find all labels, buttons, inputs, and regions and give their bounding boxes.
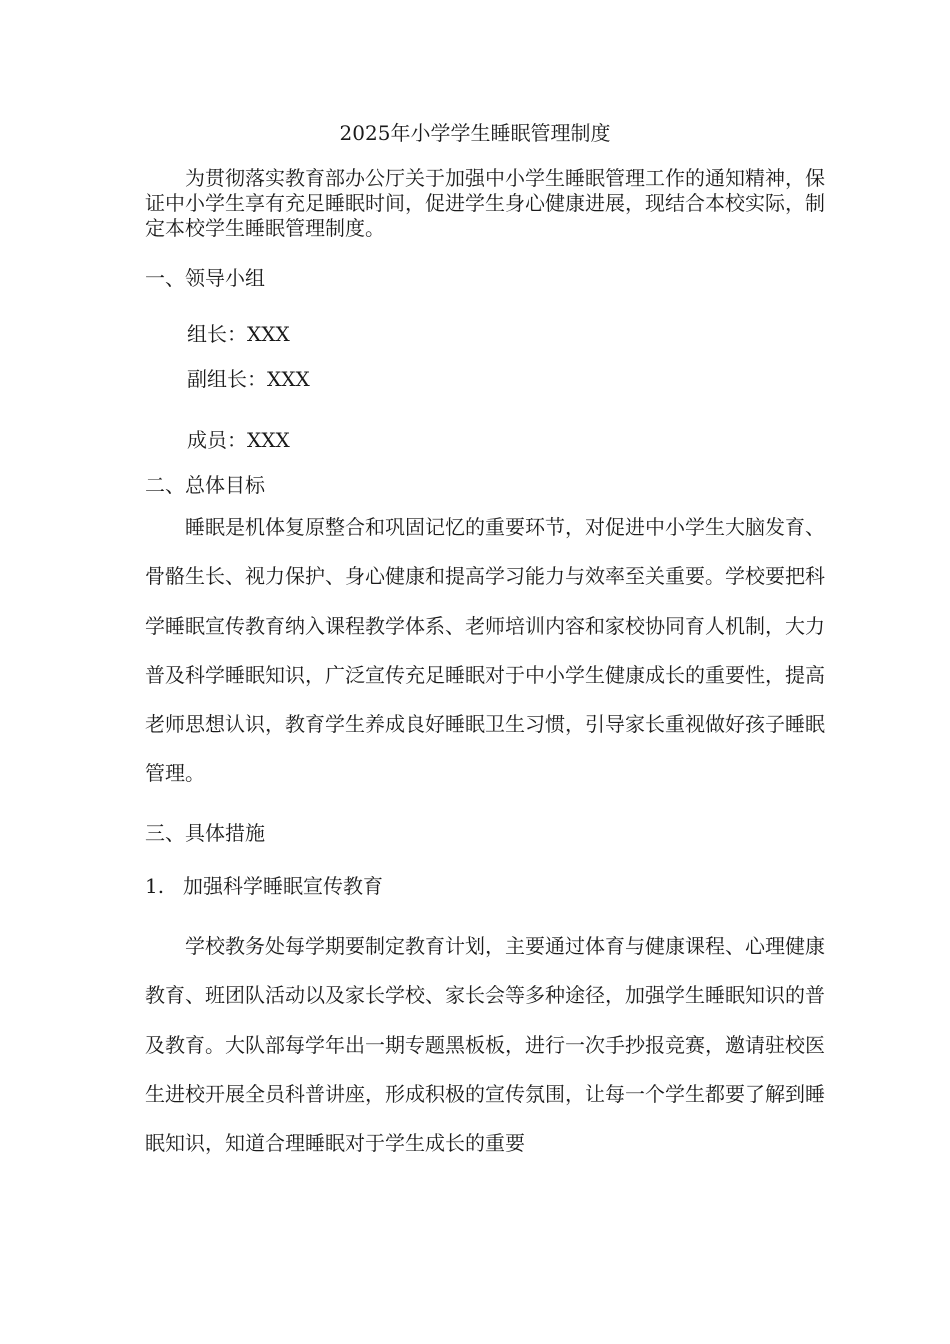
leader-line: 组长：XXX [187, 322, 290, 346]
intro-paragraph: 为贯彻落实教育部办公厅关于加强中小学生睡眠管理工作的通知精神，保证中小学生享有充足睡眠时间，促进学生身心健康进展，现结合本校实际，制定本校学生睡眠管理制度。 [145, 166, 825, 240]
section-heading-leadership: 一、领导小组 [145, 266, 265, 290]
members-line: 成员：XXX [187, 428, 290, 452]
document-title: 2025年小学学生睡眠管理制度 [339, 121, 611, 145]
section-heading-measures: 三、具体措施 [145, 821, 265, 845]
section-heading-goals: 二、总体目标 [145, 473, 265, 497]
measure-item-1-number: 1. [145, 874, 165, 898]
goals-paragraph: 睡眠是机体复原整合和巩固记忆的重要环节，对促进中小学生大脑发育、骨骼生长、视力保护、身心健康和提高学习能力与效率至关重要。学校要把科学睡眠宣传教育纳入课程教学体系、老师培训内容和家校协同育人机制，大力普及科学睡眠知识，广泛宣传充足睡眠对于中小学生健康成长的重要性，提高老师思想认识，教育学生养成良好睡眠卫生习惯，引导家长重视做好孩子睡眠管理。 [145, 515, 825, 786]
deputy-leader-line: 副组长：XXX [187, 367, 310, 391]
measure-item-1-title: 加强科学睡眠宣传教育 [183, 874, 383, 898]
measure-item-1-heading [145, 870, 383, 899]
measure-item-1-paragraph: 学校教务处每学期要制定教育计划，主要通过体育与健康课程、心理健康教育、班团队活动以及家长学校、家长会等多种途径，加强学生睡眠知识的普及教育。大队部每学年出一期专题黑板板，进行一次手抄报竞赛，邀请驻校医生进校开展全员科普讲座，形成积极的宣传氛围，让每一个学生都要了解到睡眠知识，知道合理睡眠对于学生成长的重要 [145, 934, 825, 1156]
